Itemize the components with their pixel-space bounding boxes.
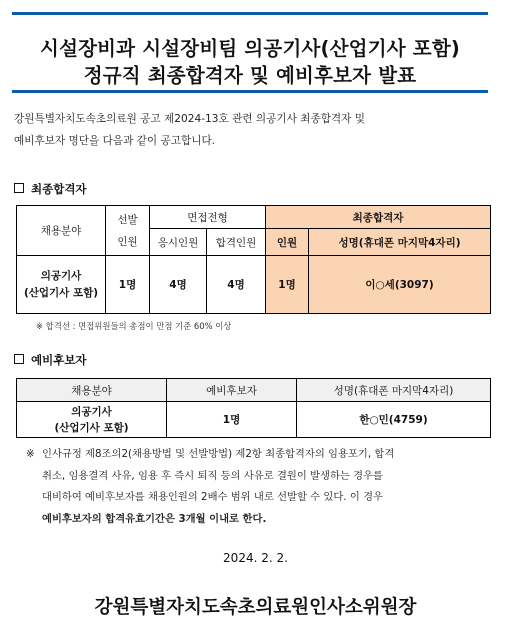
reserve-header-count: 예비후보자 bbox=[167, 379, 297, 402]
intro-line-1: 강원특별자치도속초의료원 공고 제2024-13호 관련 의공기사 최종합격자 및 bbox=[14, 113, 366, 125]
cell-field: 의공기사 (산업기사 포함) bbox=[17, 256, 106, 314]
reserve-note bbox=[26, 444, 490, 530]
checkbox-square-icon bbox=[14, 183, 24, 193]
reserve-cell-count: 1명 bbox=[167, 402, 297, 438]
cell-selected: 1명 bbox=[106, 256, 150, 314]
header-final-count: 인원 bbox=[266, 229, 309, 256]
table-row bbox=[17, 402, 491, 438]
header-interview: 면접전형 bbox=[150, 206, 266, 229]
reserve-note-line-4: 예비후보자의 합격유효기간은 3개월 이내로 한다. bbox=[42, 512, 267, 525]
pass-line-note: ※ 합격선 : 면접위원들의 총점이 만점 기준 60% 이상 bbox=[36, 321, 232, 331]
title-line-1: 시설장비과 시설장비팀 의공기사(산업기사 포함) bbox=[40, 37, 460, 60]
note-mark: ※ bbox=[26, 448, 35, 460]
final-section-label: 최종합격자 bbox=[31, 182, 87, 196]
reserve-header-name: 성명(휴대폰 마지막4자리) bbox=[297, 379, 491, 402]
reserve-header-field: 채용분야 bbox=[17, 379, 167, 402]
reserve-cell-field: 의공기사 (산업기사 포함) bbox=[17, 402, 167, 438]
final-section-heading bbox=[14, 181, 87, 197]
reserve-cell-name: 한○민(4759) bbox=[297, 402, 491, 438]
checkbox-square-icon bbox=[14, 354, 24, 364]
cell-final-name: 이○세(3097) bbox=[309, 256, 491, 314]
top-rule bbox=[12, 12, 488, 15]
signature: 강원특별자치도속초의료원인사소위원장 bbox=[94, 597, 417, 618]
table-row bbox=[17, 256, 491, 314]
cell-applicants: 4명 bbox=[150, 256, 207, 314]
header-selected: 선발 인원 bbox=[106, 206, 150, 256]
title-line-2: 정규직 최종합격자 및 예비후보자 발표 bbox=[83, 64, 417, 87]
header-passers: 합격인원 bbox=[207, 229, 266, 256]
reserve-note-line-2: 취소, 임용결격 사유, 임용 후 즉시 퇴직 등의 사유로 결원이 발생하는 경우를 bbox=[42, 469, 383, 482]
intro-line-2: 예비후보자 명단을 다음과 같이 공고합니다. bbox=[14, 135, 216, 147]
intro-paragraph bbox=[14, 108, 492, 152]
reserve-section-heading bbox=[14, 352, 87, 368]
header-final: 최종합격자 bbox=[266, 206, 491, 229]
header-applicants: 응시인원 bbox=[150, 229, 207, 256]
reserve-section-label: 예비후보자 bbox=[31, 353, 87, 367]
header-field: 채용분야 bbox=[17, 206, 106, 256]
header-name: 성명(휴대폰 마지막4자리) bbox=[309, 229, 491, 256]
cell-final-count: 1명 bbox=[266, 256, 309, 314]
final-results-table bbox=[16, 205, 491, 314]
cell-passers: 4명 bbox=[207, 256, 266, 314]
reserve-note-line-3: 대비하여 예비후보자를 채용인원의 2배수 범위 내로 선발할 수 있다. 이 경우 bbox=[42, 491, 383, 503]
reserve-note-line-1: 인사규정 제8조의2(채용방법 및 선발방법) 제2항 최종합격자의 임용포기, 합격 bbox=[42, 448, 395, 460]
bottom-rule bbox=[12, 90, 488, 93]
announcement-date: 2024. 2. 2. bbox=[223, 551, 288, 565]
reserve-table bbox=[16, 378, 491, 438]
